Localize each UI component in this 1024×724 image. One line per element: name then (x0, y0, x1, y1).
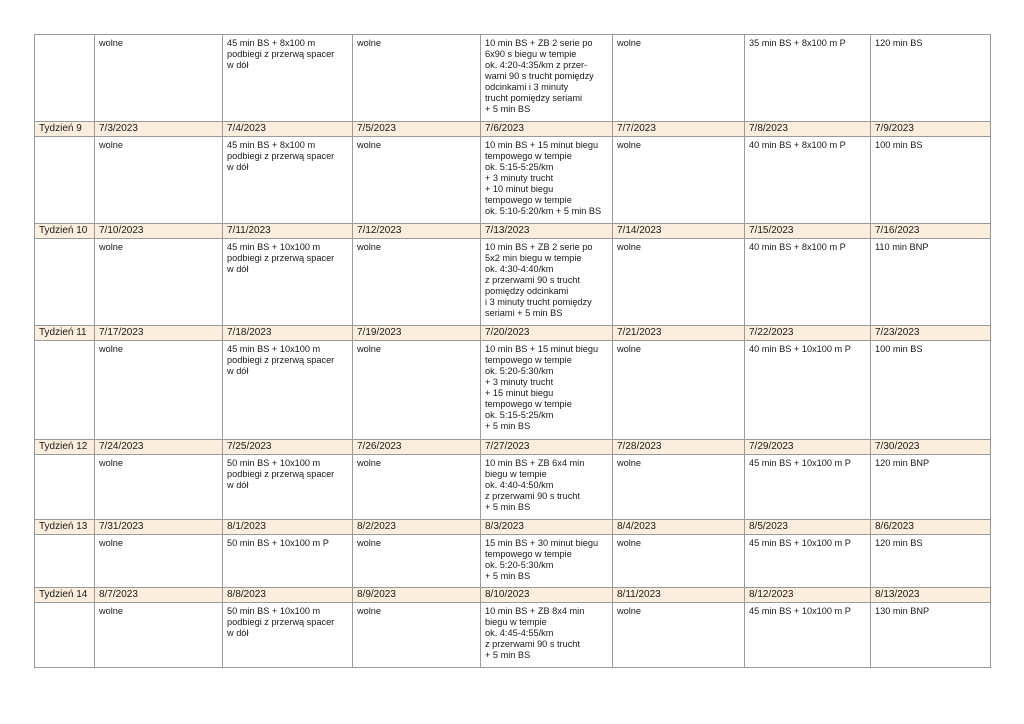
plan-cell-friday: wolne (613, 455, 745, 520)
week-label: Tydzień 14 (35, 588, 95, 603)
plan-cell-saturday: 40 min BS + 8x100 m P (745, 239, 871, 326)
date-cell-tuesday: 8/8/2023 (223, 588, 353, 603)
date-cell-wednesday: 7/19/2023 (353, 326, 481, 341)
date-cell-friday: 7/7/2023 (613, 122, 745, 137)
plan-cell-saturday: 40 min BS + 8x100 m P (745, 137, 871, 224)
plan-cell-thursday: 10 min BS + ZB 2 serie po 6x90 s biegu w tempie ok. 4:20-4:35/km z przer- wami 90 s trucht pomiędzy odcinkami i 3 minuty trucht pomiędzy seriami + 5 min BS (481, 35, 613, 122)
plan-cell-wednesday: wolne (353, 455, 481, 520)
date-cell-thursday: 7/13/2023 (481, 224, 613, 239)
plan-cell-thursday: 10 min BS + ZB 6x4 min biegu w tempie ok. 4:40-4:50/km z przerwami 90 s trucht + 5 min BS (481, 455, 613, 520)
plan-cell-friday: wolne (613, 341, 745, 440)
plan-cell-wednesday: wolne (353, 535, 481, 588)
plan-cell-wednesday: wolne (353, 137, 481, 224)
week-label: Tydzień 12 (35, 440, 95, 455)
training-plan-body (35, 35, 991, 668)
date-cell-thursday: 7/6/2023 (481, 122, 613, 137)
date-cell-friday: 8/4/2023 (613, 520, 745, 535)
plan-cell-tuesday: 50 min BS + 10x100 m podbiegi z przerwą spacer w dół (223, 455, 353, 520)
plan-cell-sunday: 110 min BNP (871, 239, 991, 326)
date-cell-wednesday: 8/2/2023 (353, 520, 481, 535)
plan-row (35, 603, 991, 668)
date-cell-thursday: 8/10/2023 (481, 588, 613, 603)
date-cell-monday: 7/17/2023 (95, 326, 223, 341)
date-cell-tuesday: 7/4/2023 (223, 122, 353, 137)
date-cell-friday: 8/11/2023 (613, 588, 745, 603)
plan-cell-saturday: 35 min BS + 8x100 m P (745, 35, 871, 122)
date-cell-sunday: 7/9/2023 (871, 122, 991, 137)
plan-cell-thursday: 10 min BS + 15 minut biegu tempowego w tempie ok. 5:15-5:25/km + 3 minuty trucht + 10 minut biegu tempowego w tempie ok. 5:10-5:20/km + 5 min BS (481, 137, 613, 224)
plan-cell-monday: wolne (95, 35, 223, 122)
week-header-row (35, 520, 991, 535)
plan-cell-tuesday: 45 min BS + 10x100 m podbiegi z przerwą spacer w dół (223, 341, 353, 440)
date-cell-tuesday: 8/1/2023 (223, 520, 353, 535)
plan-cell-friday: wolne (613, 603, 745, 668)
plan-cell-tuesday: 45 min BS + 8x100 m podbiegi z przerwą spacer w dół (223, 137, 353, 224)
date-cell-monday: 8/7/2023 (95, 588, 223, 603)
plan-row (35, 535, 991, 588)
date-cell-wednesday: 7/12/2023 (353, 224, 481, 239)
week-label-cell (35, 341, 95, 440)
week-label-cell (35, 455, 95, 520)
plan-cell-friday: wolne (613, 535, 745, 588)
plan-cell-saturday: 45 min BS + 10x100 m P (745, 535, 871, 588)
plan-cell-wednesday: wolne (353, 603, 481, 668)
plan-cell-monday: wolne (95, 603, 223, 668)
date-cell-sunday: 8/13/2023 (871, 588, 991, 603)
plan-cell-wednesday: wolne (353, 239, 481, 326)
plan-cell-saturday: 45 min BS + 10x100 m P (745, 455, 871, 520)
date-cell-friday: 7/14/2023 (613, 224, 745, 239)
week-header-row (35, 588, 991, 603)
plan-cell-saturday: 40 min BS + 10x100 m P (745, 341, 871, 440)
plan-cell-friday: wolne (613, 239, 745, 326)
date-cell-sunday: 8/6/2023 (871, 520, 991, 535)
date-cell-tuesday: 7/18/2023 (223, 326, 353, 341)
week-label: Tydzień 13 (35, 520, 95, 535)
week-header-row (35, 224, 991, 239)
plan-cell-thursday: 15 min BS + 30 minut biegu tempowego w tempie ok. 5:20-5:30/km + 5 min BS (481, 535, 613, 588)
date-cell-sunday: 7/30/2023 (871, 440, 991, 455)
plan-cell-monday: wolne (95, 341, 223, 440)
week-label-cell (35, 137, 95, 224)
date-cell-thursday: 8/3/2023 (481, 520, 613, 535)
date-cell-monday: 7/24/2023 (95, 440, 223, 455)
date-cell-monday: 7/10/2023 (95, 224, 223, 239)
plan-row (35, 239, 991, 326)
plan-cell-sunday: 120 min BS (871, 535, 991, 588)
plan-cell-saturday: 45 min BS + 10x100 m P (745, 603, 871, 668)
week-header-row (35, 440, 991, 455)
plan-cell-thursday: 10 min BS + ZB 2 serie po 5x2 min biegu w tempie ok. 4:30-4:40/km z przerwami 90 s trucht pomiędzy odcinkami i 3 minuty trucht pomiędzy seriami + 5 min BS (481, 239, 613, 326)
plan-row (35, 137, 991, 224)
date-cell-tuesday: 7/11/2023 (223, 224, 353, 239)
plan-cell-monday: wolne (95, 137, 223, 224)
week-label-cell (35, 603, 95, 668)
plan-cell-sunday: 100 min BS (871, 341, 991, 440)
week-label: Tydzień 11 (35, 326, 95, 341)
plan-cell-tuesday: 45 min BS + 10x100 m podbiegi z przerwą spacer w dół (223, 239, 353, 326)
date-cell-thursday: 7/20/2023 (481, 326, 613, 341)
plan-cell-sunday: 120 min BNP (871, 455, 991, 520)
date-cell-friday: 7/28/2023 (613, 440, 745, 455)
plan-cell-sunday: 120 min BS (871, 35, 991, 122)
week-header-row (35, 326, 991, 341)
date-cell-tuesday: 7/25/2023 (223, 440, 353, 455)
date-cell-wednesday: 8/9/2023 (353, 588, 481, 603)
date-cell-saturday: 8/5/2023 (745, 520, 871, 535)
date-cell-wednesday: 7/26/2023 (353, 440, 481, 455)
week-label-cell (35, 239, 95, 326)
plan-cell-wednesday: wolne (353, 341, 481, 440)
week-label-cell (35, 535, 95, 588)
date-cell-sunday: 7/23/2023 (871, 326, 991, 341)
plan-cell-monday: wolne (95, 239, 223, 326)
plan-cell-tuesday: 45 min BS + 8x100 m podbiegi z przerwą spacer w dół (223, 35, 353, 122)
plan-cell-wednesday: wolne (353, 35, 481, 122)
date-cell-saturday: 8/12/2023 (745, 588, 871, 603)
week-label: Tydzień 10 (35, 224, 95, 239)
date-cell-saturday: 7/8/2023 (745, 122, 871, 137)
plan-cell-thursday: 10 min BS + ZB 8x4 min biegu w tempie ok. 4:45-4:55/km z przerwami 90 s trucht + 5 min BS (481, 603, 613, 668)
week-label: Tydzień 9 (35, 122, 95, 137)
plan-cell-sunday: 130 min BNP (871, 603, 991, 668)
training-plan-table (34, 34, 991, 668)
plan-cell-monday: wolne (95, 455, 223, 520)
week-label-cell (35, 35, 95, 122)
plan-cell-friday: wolne (613, 137, 745, 224)
date-cell-monday: 7/31/2023 (95, 520, 223, 535)
date-cell-wednesday: 7/5/2023 (353, 122, 481, 137)
plan-cell-tuesday: 50 min BS + 10x100 m podbiegi z przerwą spacer w dół (223, 603, 353, 668)
plan-cell-thursday: 10 min BS + 15 minut biegu tempowego w tempie ok. 5:20-5:30/km + 3 minuty trucht + 15 minut biegu tempowego w tempie ok. 5:15-5:25/km + 5 min BS (481, 341, 613, 440)
plan-row (35, 35, 991, 122)
plan-cell-sunday: 100 min BS (871, 137, 991, 224)
date-cell-friday: 7/21/2023 (613, 326, 745, 341)
plan-row (35, 341, 991, 440)
date-cell-sunday: 7/16/2023 (871, 224, 991, 239)
plan-cell-monday: wolne (95, 535, 223, 588)
week-header-row (35, 122, 991, 137)
date-cell-saturday: 7/15/2023 (745, 224, 871, 239)
plan-row (35, 455, 991, 520)
plan-cell-tuesday: 50 min BS + 10x100 m P (223, 535, 353, 588)
date-cell-thursday: 7/27/2023 (481, 440, 613, 455)
plan-cell-friday: wolne (613, 35, 745, 122)
date-cell-saturday: 7/29/2023 (745, 440, 871, 455)
date-cell-saturday: 7/22/2023 (745, 326, 871, 341)
date-cell-monday: 7/3/2023 (95, 122, 223, 137)
